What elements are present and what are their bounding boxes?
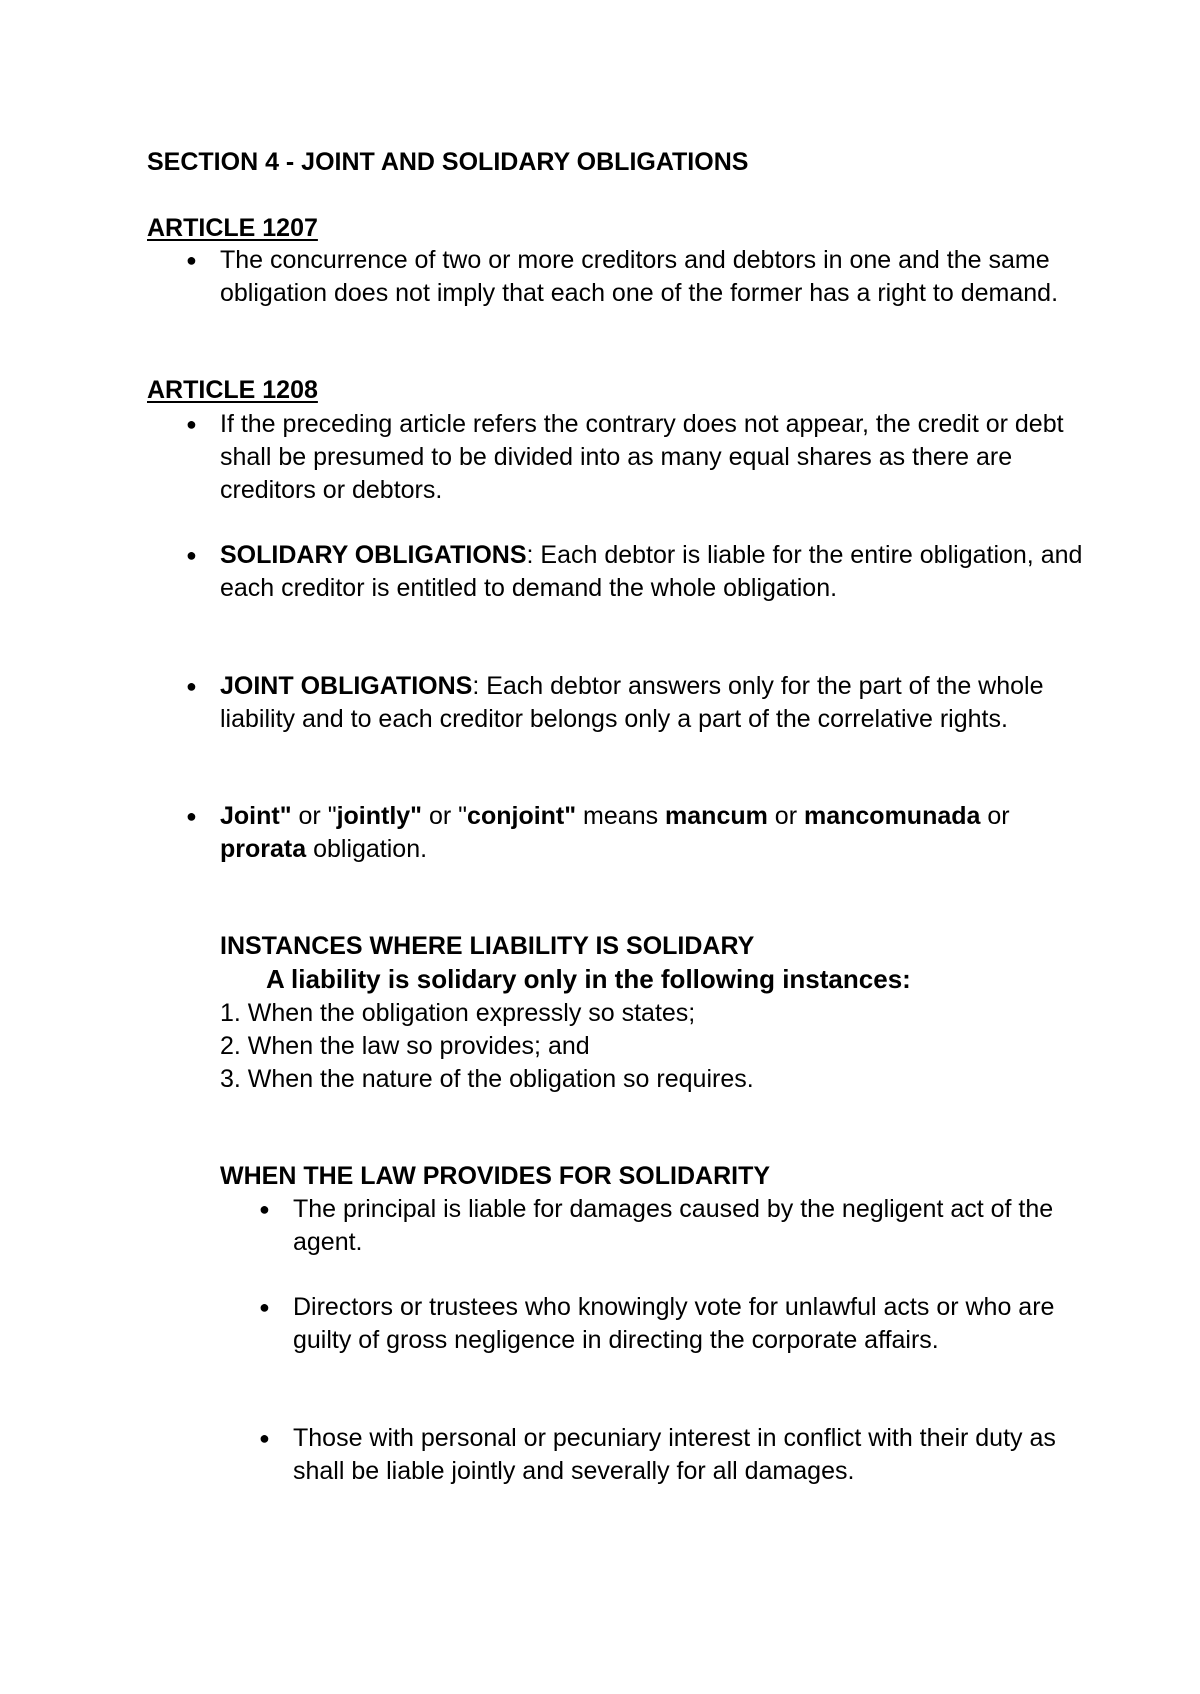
bullet-text: If the preceding article refers the contrary does not appear, the credit or debt shall be presumed to be divided into as many equal shares as there are creditors or debtors. [220, 410, 1064, 504]
connector-text: or [767, 802, 804, 830]
instances-heading: INSTANCES WHERE LIABILITY IS SOLIDARY [220, 932, 755, 960]
instances-subheading: A liability is solidary only in the following instances: [266, 964, 911, 994]
bullet-text: The principal is liable for damages caused by the negligent act of the agent. [293, 1195, 1054, 1256]
joint-obligations-bullet [186, 670, 1086, 736]
article-1207-bullet [186, 244, 1086, 310]
law-provides-heading: WHEN THE LAW PROVIDES FOR SOLIDARITY [220, 1162, 771, 1190]
connector-text: or " [291, 802, 337, 830]
term-joint: Joint" [220, 802, 292, 830]
bullet-icon: ● [259, 1428, 270, 1448]
joint-definition: : Each debtor answers only for the part of the whole liability and to each creditor belongs only a part of the correlative rights. [220, 672, 1044, 733]
connector-text: or " [422, 802, 468, 830]
bullet-icon: ● [186, 806, 197, 826]
bullet-icon: ● [259, 1199, 270, 1219]
section-title: SECTION 4 - JOINT AND SOLIDARY OBLIGATIONS [147, 148, 749, 176]
instances-item-1: 1. When the obligation expressly so states; [220, 999, 696, 1027]
bullet-icon: ● [186, 250, 197, 270]
bullet-icon: ● [186, 414, 197, 434]
bullet-text: The concurrence of two or more creditors and debtors in one and the same obligation does not imply that each one of the former has a right to demand. [220, 246, 1059, 307]
connector-text: or [980, 802, 1010, 830]
law-provides-bullet-1 [259, 1193, 1089, 1259]
article-1208-bullet [186, 408, 1086, 507]
connector-text: obligation. [306, 835, 428, 863]
term-jointly: jointly" [336, 802, 423, 830]
bullet-text [220, 800, 1086, 866]
term-mancum: mancum [665, 802, 768, 830]
article-1208-heading: ARTICLE 1208 [147, 376, 318, 404]
joint-terms-bullet [186, 800, 1086, 866]
joint-term: JOINT OBLIGATIONS [220, 672, 473, 700]
solidary-term: SOLIDARY OBLIGATIONS [220, 541, 527, 569]
bullet-text [220, 539, 1086, 605]
solidary-definition: : Each debtor is liable for the entire obligation, and each creditor is entitled to demand the whole obligation. [220, 541, 1083, 602]
article-1207-heading: ARTICLE 1207 [147, 214, 318, 242]
term-conjoint: conjoint" [467, 802, 577, 830]
solidary-obligations-bullet [186, 539, 1086, 605]
law-provides-bullet-3 [259, 1422, 1089, 1488]
term-prorata: prorata [220, 835, 307, 863]
instances-item-2: 2. When the law so provides; and [220, 1032, 590, 1060]
bullet-icon: ● [186, 676, 197, 696]
term-mancomunada: mancomunada [803, 802, 981, 830]
bullet-text: Directors or trustees who knowingly vote for unlawful acts or who are guilty of gross negligence in directing the corporate affairs. [293, 1293, 1055, 1354]
connector-text: means [576, 802, 666, 830]
bullet-text [220, 670, 1086, 736]
bullet-text: Those with personal or pecuniary interest in conflict with their duty as shall be liable jointly and severally for all damages. [293, 1424, 1056, 1485]
bullet-icon: ● [259, 1297, 270, 1317]
law-provides-bullet-2 [259, 1291, 1089, 1357]
instances-item-3: 3. When the nature of the obligation so requires. [220, 1065, 754, 1093]
bullet-icon: ● [186, 545, 197, 565]
